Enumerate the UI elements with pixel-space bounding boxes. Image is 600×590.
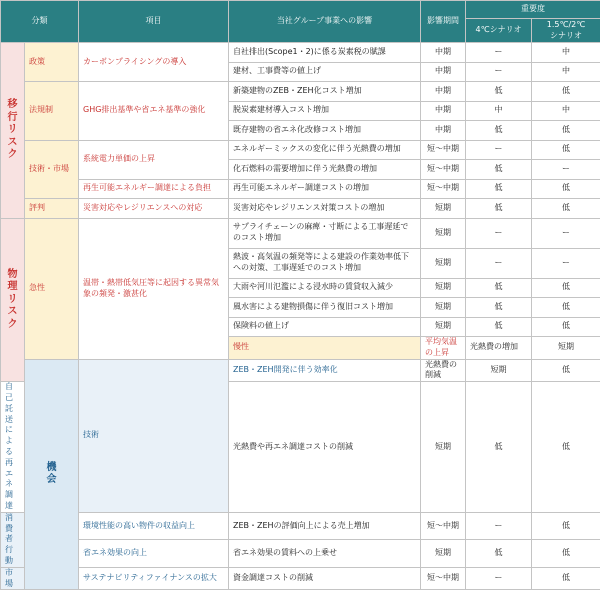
period-cell: 短期 xyxy=(421,248,466,278)
table-row xyxy=(1,179,600,199)
scenario-4c-cell: ー xyxy=(466,512,532,539)
period-cell: 短～中期 xyxy=(421,567,466,590)
scenario-4c-cell: 低 xyxy=(532,359,600,382)
impact-cell: サプライチェーンの麻痺・寸断による工事遅延でのコスト増加 xyxy=(229,218,421,248)
item-temperature-rise: 平均気温の上昇 xyxy=(421,337,466,360)
table-row xyxy=(1,199,600,219)
impact-cell: 自社排出(Scope1・2)に係る炭素税の賦課 xyxy=(229,43,421,63)
period-cell: 中期 xyxy=(421,121,466,141)
scenario-4c-cell: 低 xyxy=(466,199,532,219)
scenario-15c-cell: 低 xyxy=(532,179,600,199)
impact-cell: 光熱費や再エネ調達コストの削減 xyxy=(229,382,421,513)
table-row xyxy=(1,218,600,248)
impact-cell: 保険料の値上げ xyxy=(229,317,421,337)
period-cell: 短期 xyxy=(421,317,466,337)
impact-cell: 光熱費の増加 xyxy=(466,337,532,360)
scenario-4c-cell: 中 xyxy=(466,101,532,121)
scenario-4c-cell: ー xyxy=(466,567,532,590)
scenario-15c-cell: ー xyxy=(532,218,600,248)
scenario-15c-cell: 低 xyxy=(532,140,600,160)
impact-cell: ZEB・ZEHの評価向上による売上増加 xyxy=(229,512,421,539)
impact-cell: 光熱費の削減 xyxy=(421,359,466,382)
scenario-15c-cell: 低 xyxy=(532,278,600,298)
impact-cell: 大雨や河川氾濫による浸水時の賃貸収入減少 xyxy=(229,278,421,298)
period-cell: 短～中期 xyxy=(421,160,466,180)
period-cell: 中期 xyxy=(421,101,466,121)
group-transition: 移行リスク xyxy=(1,43,25,219)
period-cell: 短期 xyxy=(532,337,600,360)
scenario-4c-cell: ー xyxy=(466,218,532,248)
item-energy-saving: 省エネ効果の向上 xyxy=(79,540,229,568)
period-cell: 短期 xyxy=(421,540,466,568)
group-physical: 物理リスク xyxy=(1,218,25,382)
item-self-wheeling: 自己託送による再エネ調達 xyxy=(1,382,25,513)
scenario-15c-cell: ー xyxy=(532,160,600,180)
period-cell: 短期 xyxy=(421,298,466,318)
impact-cell: 建材、工事費等の値上げ xyxy=(229,62,421,82)
scenario-4c-cell: 低 xyxy=(466,298,532,318)
category-market: 市場 xyxy=(1,567,25,590)
header-scenario-15c: 1.5℃/2℃ シナリオ xyxy=(532,19,600,43)
header-period: 影響期間 xyxy=(421,1,466,43)
group-opportunity: 機会 xyxy=(25,359,79,590)
table-row xyxy=(1,359,600,382)
table-row xyxy=(1,43,600,63)
scenario-15c-cell: 低 xyxy=(532,82,600,102)
header-item: 項目 xyxy=(79,1,229,43)
table-row xyxy=(1,540,600,568)
item-carbon-pricing: カーボンプライシングの導入 xyxy=(79,43,229,82)
impact-cell: 脱炭素建材導入コスト増加 xyxy=(229,101,421,121)
item-ghg-standards: GHG排出基準や省エネ基準の強化 xyxy=(79,82,229,141)
impact-cell: 資金調達コストの削減 xyxy=(229,567,421,590)
scenario-4c-cell: 低 xyxy=(466,179,532,199)
impact-cell: 既存建物の省エネ化改修コスト増加 xyxy=(229,121,421,141)
category-policy: 政策 xyxy=(25,43,79,82)
period-cell: 中期 xyxy=(421,82,466,102)
scenario-15c-cell: 低 xyxy=(532,540,600,568)
item-sustainability-finance: サステナビリティファイナンスの拡大 xyxy=(79,567,229,590)
item-power-price: 系統電力単価の上昇 xyxy=(79,140,229,179)
period-cell: 短～中期 xyxy=(421,512,466,539)
header-impact: 当社グループ事業への影響 xyxy=(229,1,421,43)
scenario-4c-cell: ー xyxy=(466,248,532,278)
header-category: 分類 xyxy=(1,1,79,43)
header-importance: 重要度 xyxy=(466,1,600,19)
impact-cell: 省エネ効果の賃料への上乗せ xyxy=(229,540,421,568)
item-disaster-response: 災害対応やレジリエンスへの対応 xyxy=(79,199,229,219)
period-cell: 短期 xyxy=(421,218,466,248)
item-extreme-weather: 温帯・熱帯低気圧等に起因する異常気象の頻発・激甚化 xyxy=(79,218,229,359)
impact-cell: エネルギーミックスの変化に伴う光熱費の増加 xyxy=(229,140,421,160)
category-chronic: 慢性 xyxy=(229,337,421,360)
impact-cell: 災害対応やレジリエンス対策コストの増加 xyxy=(229,199,421,219)
impact-cell: 熱波・高気温の頻発等による建設の作業効率低下への対策、工事遅延でのコスト増加 xyxy=(229,248,421,278)
period-cell: 短～中期 xyxy=(421,179,466,199)
period-cell: 短期 xyxy=(421,199,466,219)
period-cell: 短期 xyxy=(421,382,466,513)
impact-cell: 新築建物のZEB・ZEH化コスト増加 xyxy=(229,82,421,102)
scenario-4c-cell: 低 xyxy=(466,317,532,337)
scenario-4c-cell: ー xyxy=(466,140,532,160)
category-consumer: 消費者行動 xyxy=(1,512,25,567)
item-env-performance: 環境性能の高い物件の収益向上 xyxy=(79,512,229,539)
category-op-tech: 技術 xyxy=(79,359,229,512)
period-cell: 短期 xyxy=(466,359,532,382)
header-row xyxy=(1,1,600,19)
scenario-4c-cell: 低 xyxy=(466,82,532,102)
period-cell: 中期 xyxy=(421,62,466,82)
category-regulation: 法規制 xyxy=(25,82,79,141)
category-acute: 急性 xyxy=(25,218,79,359)
scenario-15c-cell: 低 xyxy=(532,199,600,219)
scenario-15c-cell: 低 xyxy=(532,567,600,590)
category-reputation: 評判 xyxy=(25,199,79,219)
scenario-15c-cell: 低 xyxy=(532,317,600,337)
scenario-15c-cell: 低 xyxy=(532,512,600,539)
item-re-burden: 再生可能エネルギー調達による負担 xyxy=(79,179,229,199)
impact-cell: 再生可能エネルギー調達コストの増加 xyxy=(229,179,421,199)
scenario-4c-cell: 低 xyxy=(466,540,532,568)
scenario-15c-cell: ー xyxy=(532,248,600,278)
impact-cell: 化石燃料の需要増加に伴う光熱費の増加 xyxy=(229,160,421,180)
header-scenario-4c: 4℃シナリオ xyxy=(466,19,532,43)
table-row xyxy=(1,512,600,539)
scenario-4c-cell: 低 xyxy=(466,278,532,298)
scenario-4c-cell: 低 xyxy=(466,121,532,141)
category-tech-market: 技術・市場 xyxy=(25,140,79,199)
scenario-15c-cell: 低 xyxy=(532,121,600,141)
item-zeb-efficiency: ZEB・ZEH開発に伴う効率化 xyxy=(229,359,421,382)
period-cell: 短～中期 xyxy=(421,140,466,160)
scenario-15c-cell: 中 xyxy=(532,43,600,63)
table-row xyxy=(1,567,600,590)
impact-cell: 風水害による建物損傷に伴う復旧コスト増加 xyxy=(229,298,421,318)
period-cell: 短期 xyxy=(421,278,466,298)
scenario-15c-cell: 低 xyxy=(532,382,600,513)
table-row xyxy=(1,82,600,102)
scenario-15c-cell: 中 xyxy=(532,101,600,121)
scenario-4c-cell: 低 xyxy=(466,382,532,513)
scenario-15c-cell: 中 xyxy=(532,62,600,82)
scenario-4c-cell: ー xyxy=(466,62,532,82)
scenario-15c-cell: 低 xyxy=(532,298,600,318)
period-cell: 中期 xyxy=(421,43,466,63)
scenario-4c-cell: ー xyxy=(466,43,532,63)
scenario-4c-cell: 低 xyxy=(466,160,532,180)
table-row xyxy=(1,140,600,160)
